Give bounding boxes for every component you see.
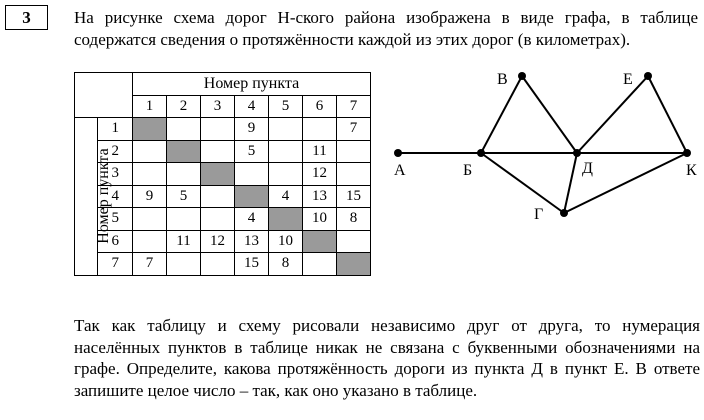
node-g: [560, 209, 568, 217]
distance-cell: 4: [269, 185, 303, 208]
distance-cell: [269, 118, 303, 141]
distance-cell: 15: [235, 253, 269, 276]
distance-cell: 5: [167, 185, 201, 208]
task-question-text: Так как таблицу и схему рисовали независимо друг от друга, то нумерация населённых пунктов в таблице никак не связана с буквенными обозначениями на графе. Определите, какова протяжённость дороги из пункта Д в пункт Е. В ответе запишите целое число – так, как оно указано в таблице.: [74, 316, 700, 400]
diagonal-cell: [337, 253, 371, 276]
table-row: [75, 140, 371, 163]
row-number: 3: [98, 163, 133, 186]
label-g: Г: [534, 206, 544, 223]
distance-cell: [167, 208, 201, 231]
label-v: В: [497, 71, 508, 88]
row-number: 2: [98, 140, 133, 163]
graph-edges: [398, 76, 687, 213]
distance-table: [74, 72, 371, 276]
distance-cell: 5: [235, 140, 269, 163]
distance-cell: [133, 208, 167, 231]
label-a: А: [394, 162, 406, 179]
distance-cell: [235, 163, 269, 186]
column-number: 3: [201, 95, 235, 118]
graph-nodes: [394, 72, 691, 217]
distance-cell: [337, 230, 371, 253]
task-number: 3: [5, 5, 48, 30]
label-b: Б: [463, 162, 473, 179]
distance-cell: 12: [201, 230, 235, 253]
node-k: [683, 149, 691, 157]
distance-cell: 11: [167, 230, 201, 253]
column-number: 1: [133, 95, 167, 118]
column-number: 5: [269, 95, 303, 118]
column-number: 4: [235, 95, 269, 118]
label-d: Д: [582, 160, 593, 177]
distance-cell: 9: [133, 185, 167, 208]
row-number: 5: [98, 208, 133, 231]
distance-cell: 9: [235, 118, 269, 141]
table-row: [75, 163, 371, 186]
distance-cell: 13: [303, 185, 337, 208]
table-row: [75, 118, 371, 141]
distance-cell: [167, 163, 201, 186]
edge-b-g: [481, 153, 564, 213]
node-v: [518, 72, 526, 80]
distance-cell: [269, 140, 303, 163]
distance-cell: [201, 140, 235, 163]
row-number: 6: [98, 230, 133, 253]
table-corner: [75, 73, 133, 118]
distance-cell: 7: [133, 253, 167, 276]
diagonal-cell: [303, 230, 337, 253]
table-column-header: Номер пункта: [133, 73, 371, 96]
node-a: [394, 149, 402, 157]
distance-cell: 10: [269, 230, 303, 253]
node-d: [573, 149, 581, 157]
distance-cell: [167, 118, 201, 141]
edge-v-d: [522, 76, 577, 153]
diagonal-cell: [167, 140, 201, 163]
distance-cell: [269, 163, 303, 186]
diagonal-cell: [201, 163, 235, 186]
edge-e-k: [648, 76, 687, 153]
distance-cell: [303, 118, 337, 141]
distance-cell: [167, 253, 201, 276]
road-graph: [385, 60, 704, 230]
table-row: [75, 185, 371, 208]
node-b: [477, 149, 485, 157]
distance-cell: 8: [269, 253, 303, 276]
distance-cell: 12: [303, 163, 337, 186]
row-number: 7: [98, 253, 133, 276]
distance-cell: [337, 140, 371, 163]
edge-g-d: [564, 153, 577, 213]
column-number: 2: [167, 95, 201, 118]
diagonal-cell: [235, 185, 269, 208]
table-row-header: Номер пункта: [95, 148, 112, 244]
column-number: 7: [337, 95, 371, 118]
distance-cell: 10: [303, 208, 337, 231]
distance-cell: [337, 163, 371, 186]
edge-d-e: [577, 76, 648, 153]
row-number: 1: [98, 118, 133, 141]
table-body: [75, 118, 371, 276]
task-intro-text: На рисунке схема дорог Н-ского района изображена в виде графа, в таблице содержатся сведения о протяжённости каждой из этих дорог (в километрах).: [74, 8, 698, 49]
distance-cell: [201, 185, 235, 208]
table-row: [75, 230, 371, 253]
node-e: [644, 72, 652, 80]
diagonal-cell: [133, 118, 167, 141]
distance-cell: 13: [235, 230, 269, 253]
distance-cell: [133, 230, 167, 253]
distance-cell: [133, 163, 167, 186]
distance-cell: [201, 118, 235, 141]
distance-cell: 15: [337, 185, 371, 208]
distance-cell: [201, 253, 235, 276]
distance-cell: [303, 253, 337, 276]
distance-cell: 4: [235, 208, 269, 231]
diagonal-cell: [269, 208, 303, 231]
distance-cell: 7: [337, 118, 371, 141]
label-e: Е: [623, 71, 633, 88]
table-row: [75, 253, 371, 276]
distance-cell: 8: [337, 208, 371, 231]
table-row: [75, 208, 371, 231]
label-k: К: [686, 162, 697, 179]
column-number: 6: [303, 95, 337, 118]
distance-cell: [133, 140, 167, 163]
row-number: 4: [98, 185, 133, 208]
distance-cell: 11: [303, 140, 337, 163]
distance-cell: [201, 208, 235, 231]
